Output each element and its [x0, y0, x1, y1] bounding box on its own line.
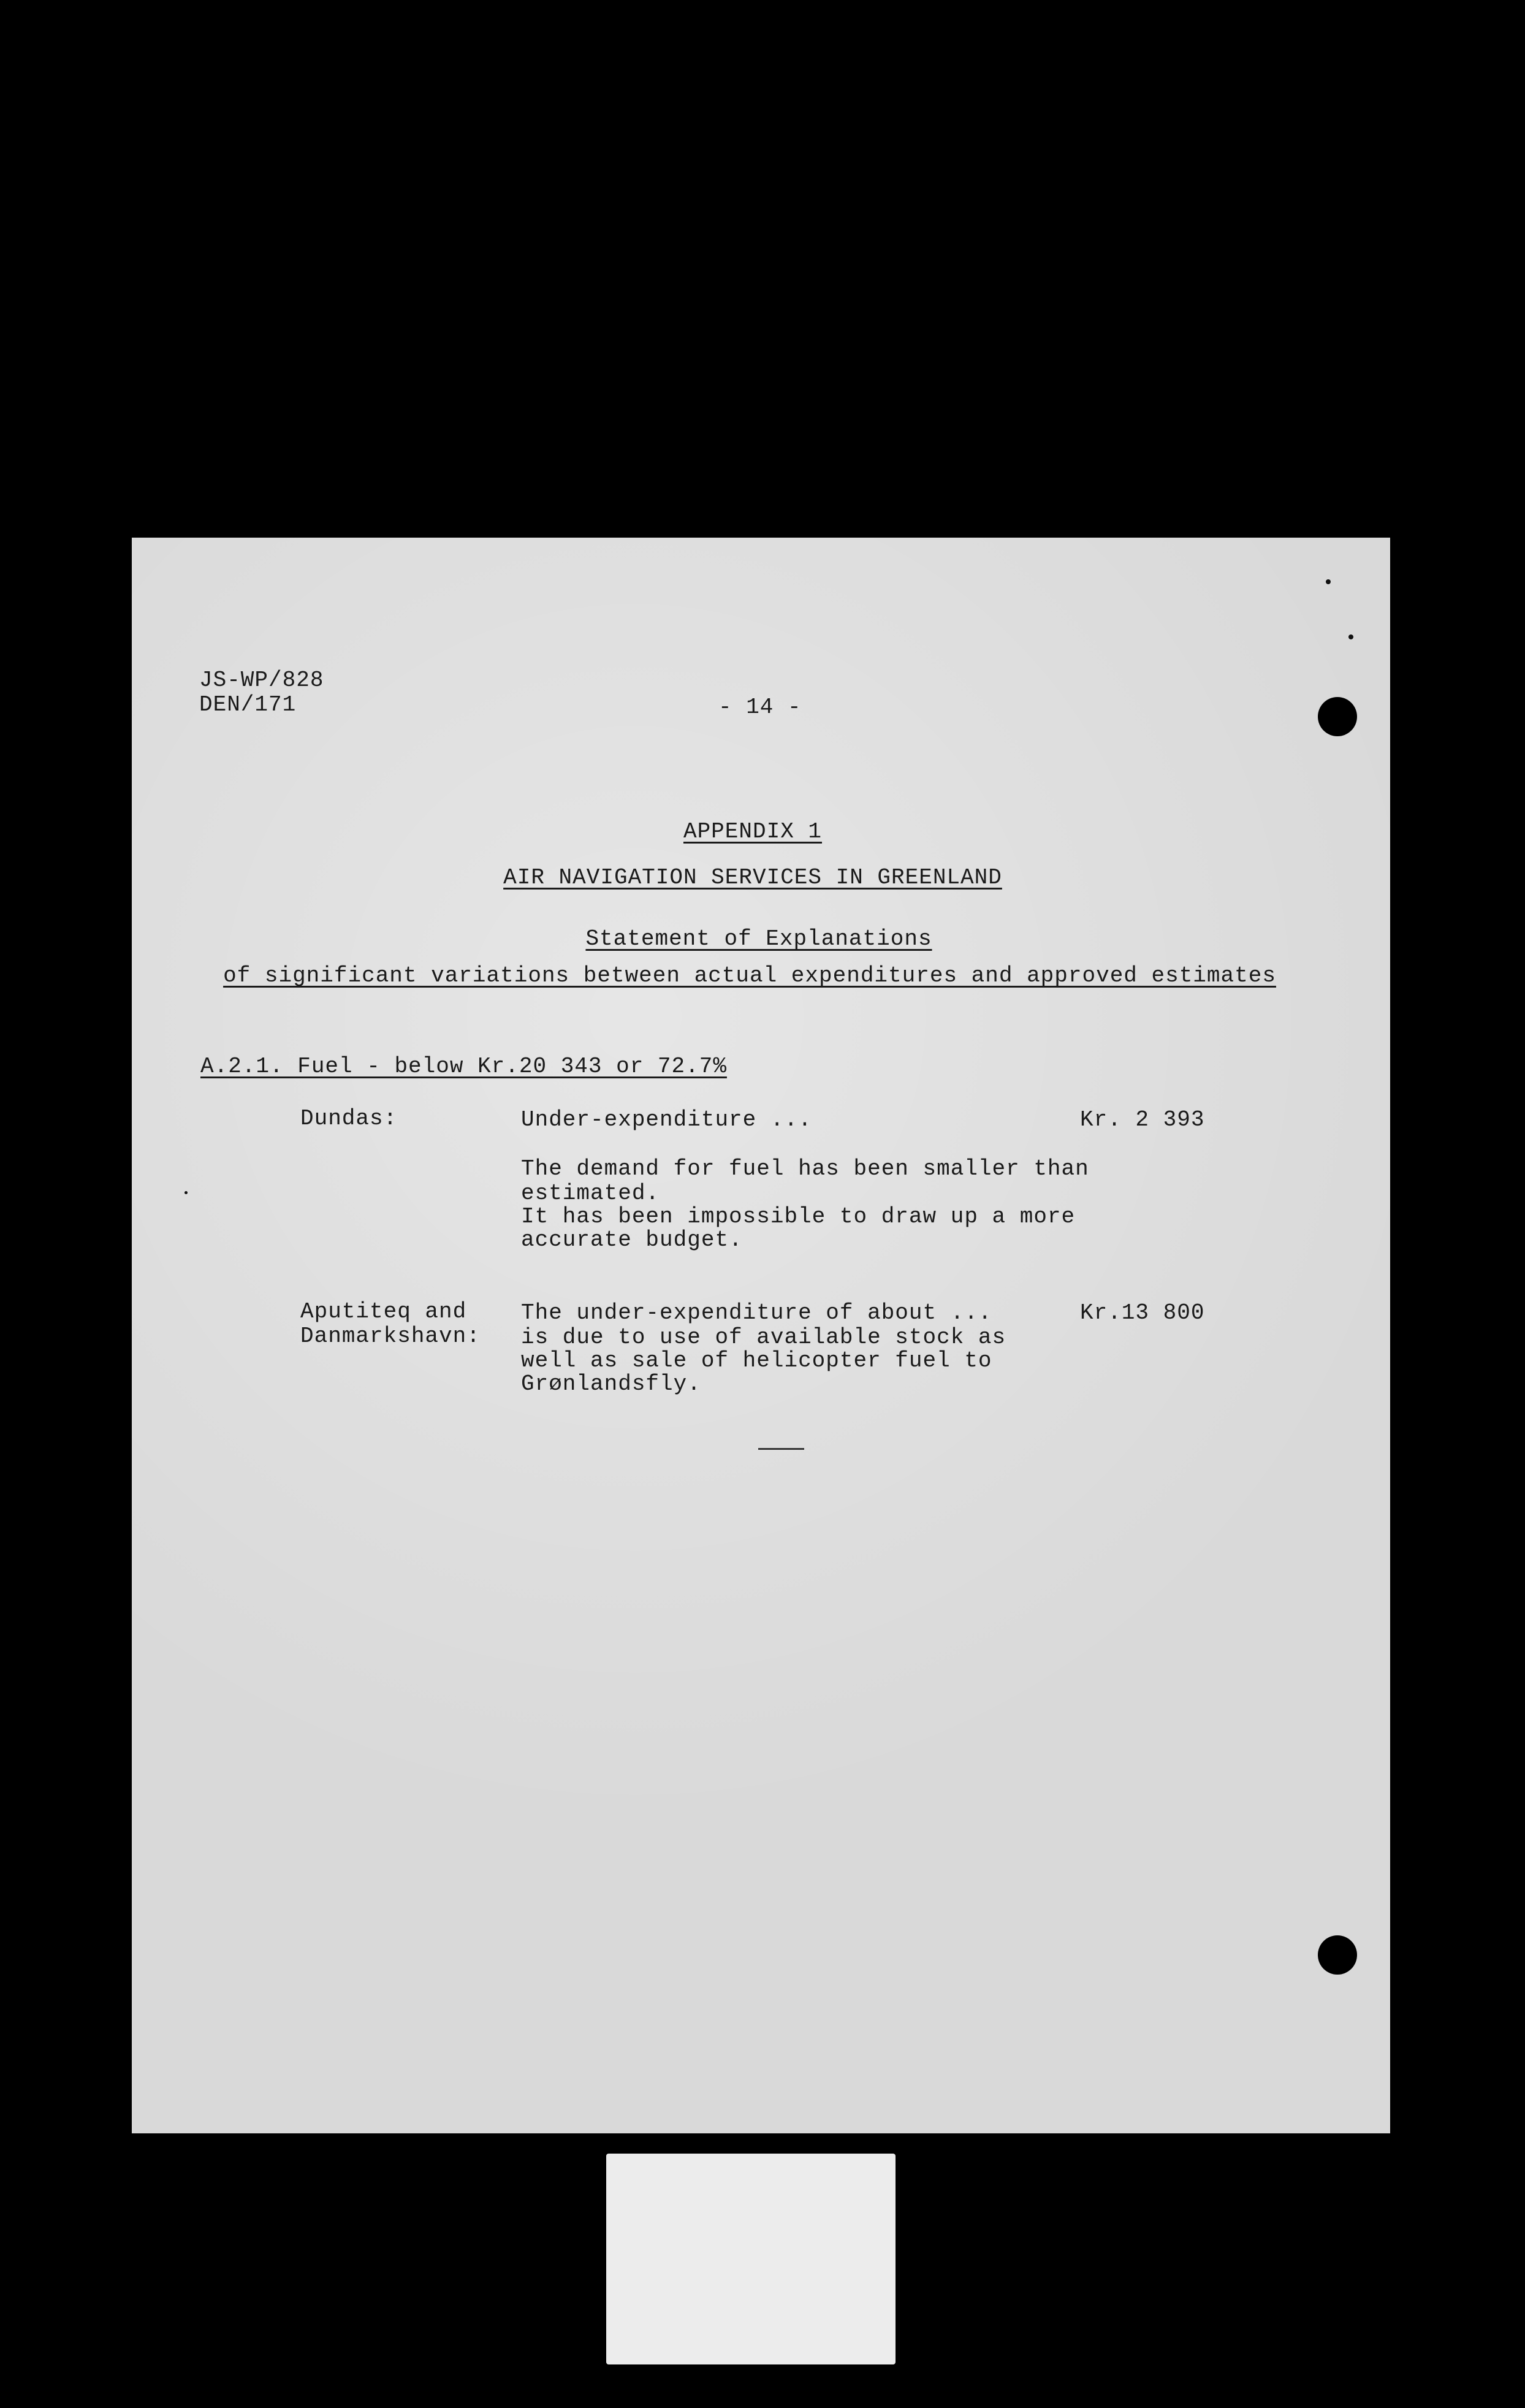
entry-amount: Kr. 2 393: [1080, 1107, 1205, 1132]
document-page: [132, 538, 1390, 2133]
main-title: AIR NAVIGATION SERVICES IN GREENLAND: [503, 865, 1002, 890]
reference-line-2: DEN/171: [199, 692, 297, 717]
speck: [1348, 634, 1353, 639]
entry-location: Danmarkshavn:: [300, 1324, 481, 1349]
target-card: [606, 2154, 896, 2364]
page-number: - 14 -: [718, 695, 802, 720]
speck: [184, 1191, 188, 1194]
punch-hole-top: [1318, 697, 1357, 736]
entry-text-line: accurate budget.: [521, 1227, 743, 1252]
entry-text-line: estimated.: [521, 1181, 660, 1206]
entry-text-line: The under-expenditure of about ...: [521, 1300, 992, 1325]
entry-location: Aputiteq and: [300, 1299, 467, 1324]
section-heading: A.2.1. Fuel - below Kr.20 343 or 72.7%: [200, 1054, 727, 1079]
statement-title: Statement of Explanations: [585, 926, 932, 951]
speck: [1326, 579, 1331, 584]
entry-location: Dundas:: [300, 1106, 398, 1131]
punch-hole-bottom: [1318, 1935, 1357, 1975]
entry-text-line: The demand for fuel has been smaller than: [521, 1156, 1089, 1181]
entry-text-line: Grønlandsfly.: [521, 1371, 701, 1396]
statement-subtitle: of significant variations between actual expenditures and approved estimates: [223, 963, 1276, 988]
entry-text-line: is due to use of available stock as: [521, 1325, 1006, 1350]
entry-text-line: well as sale of helicopter fuel to: [521, 1348, 992, 1373]
end-rule: [758, 1448, 804, 1450]
appendix-title: APPENDIX 1: [683, 819, 823, 844]
entry-text-line: Under-expenditure ...: [521, 1107, 812, 1132]
reference-line-1: JS-WP/828: [199, 668, 324, 693]
entry-text-line: It has been impossible to draw up a more: [521, 1204, 1076, 1229]
entry-amount: Kr.13 800: [1080, 1300, 1205, 1325]
